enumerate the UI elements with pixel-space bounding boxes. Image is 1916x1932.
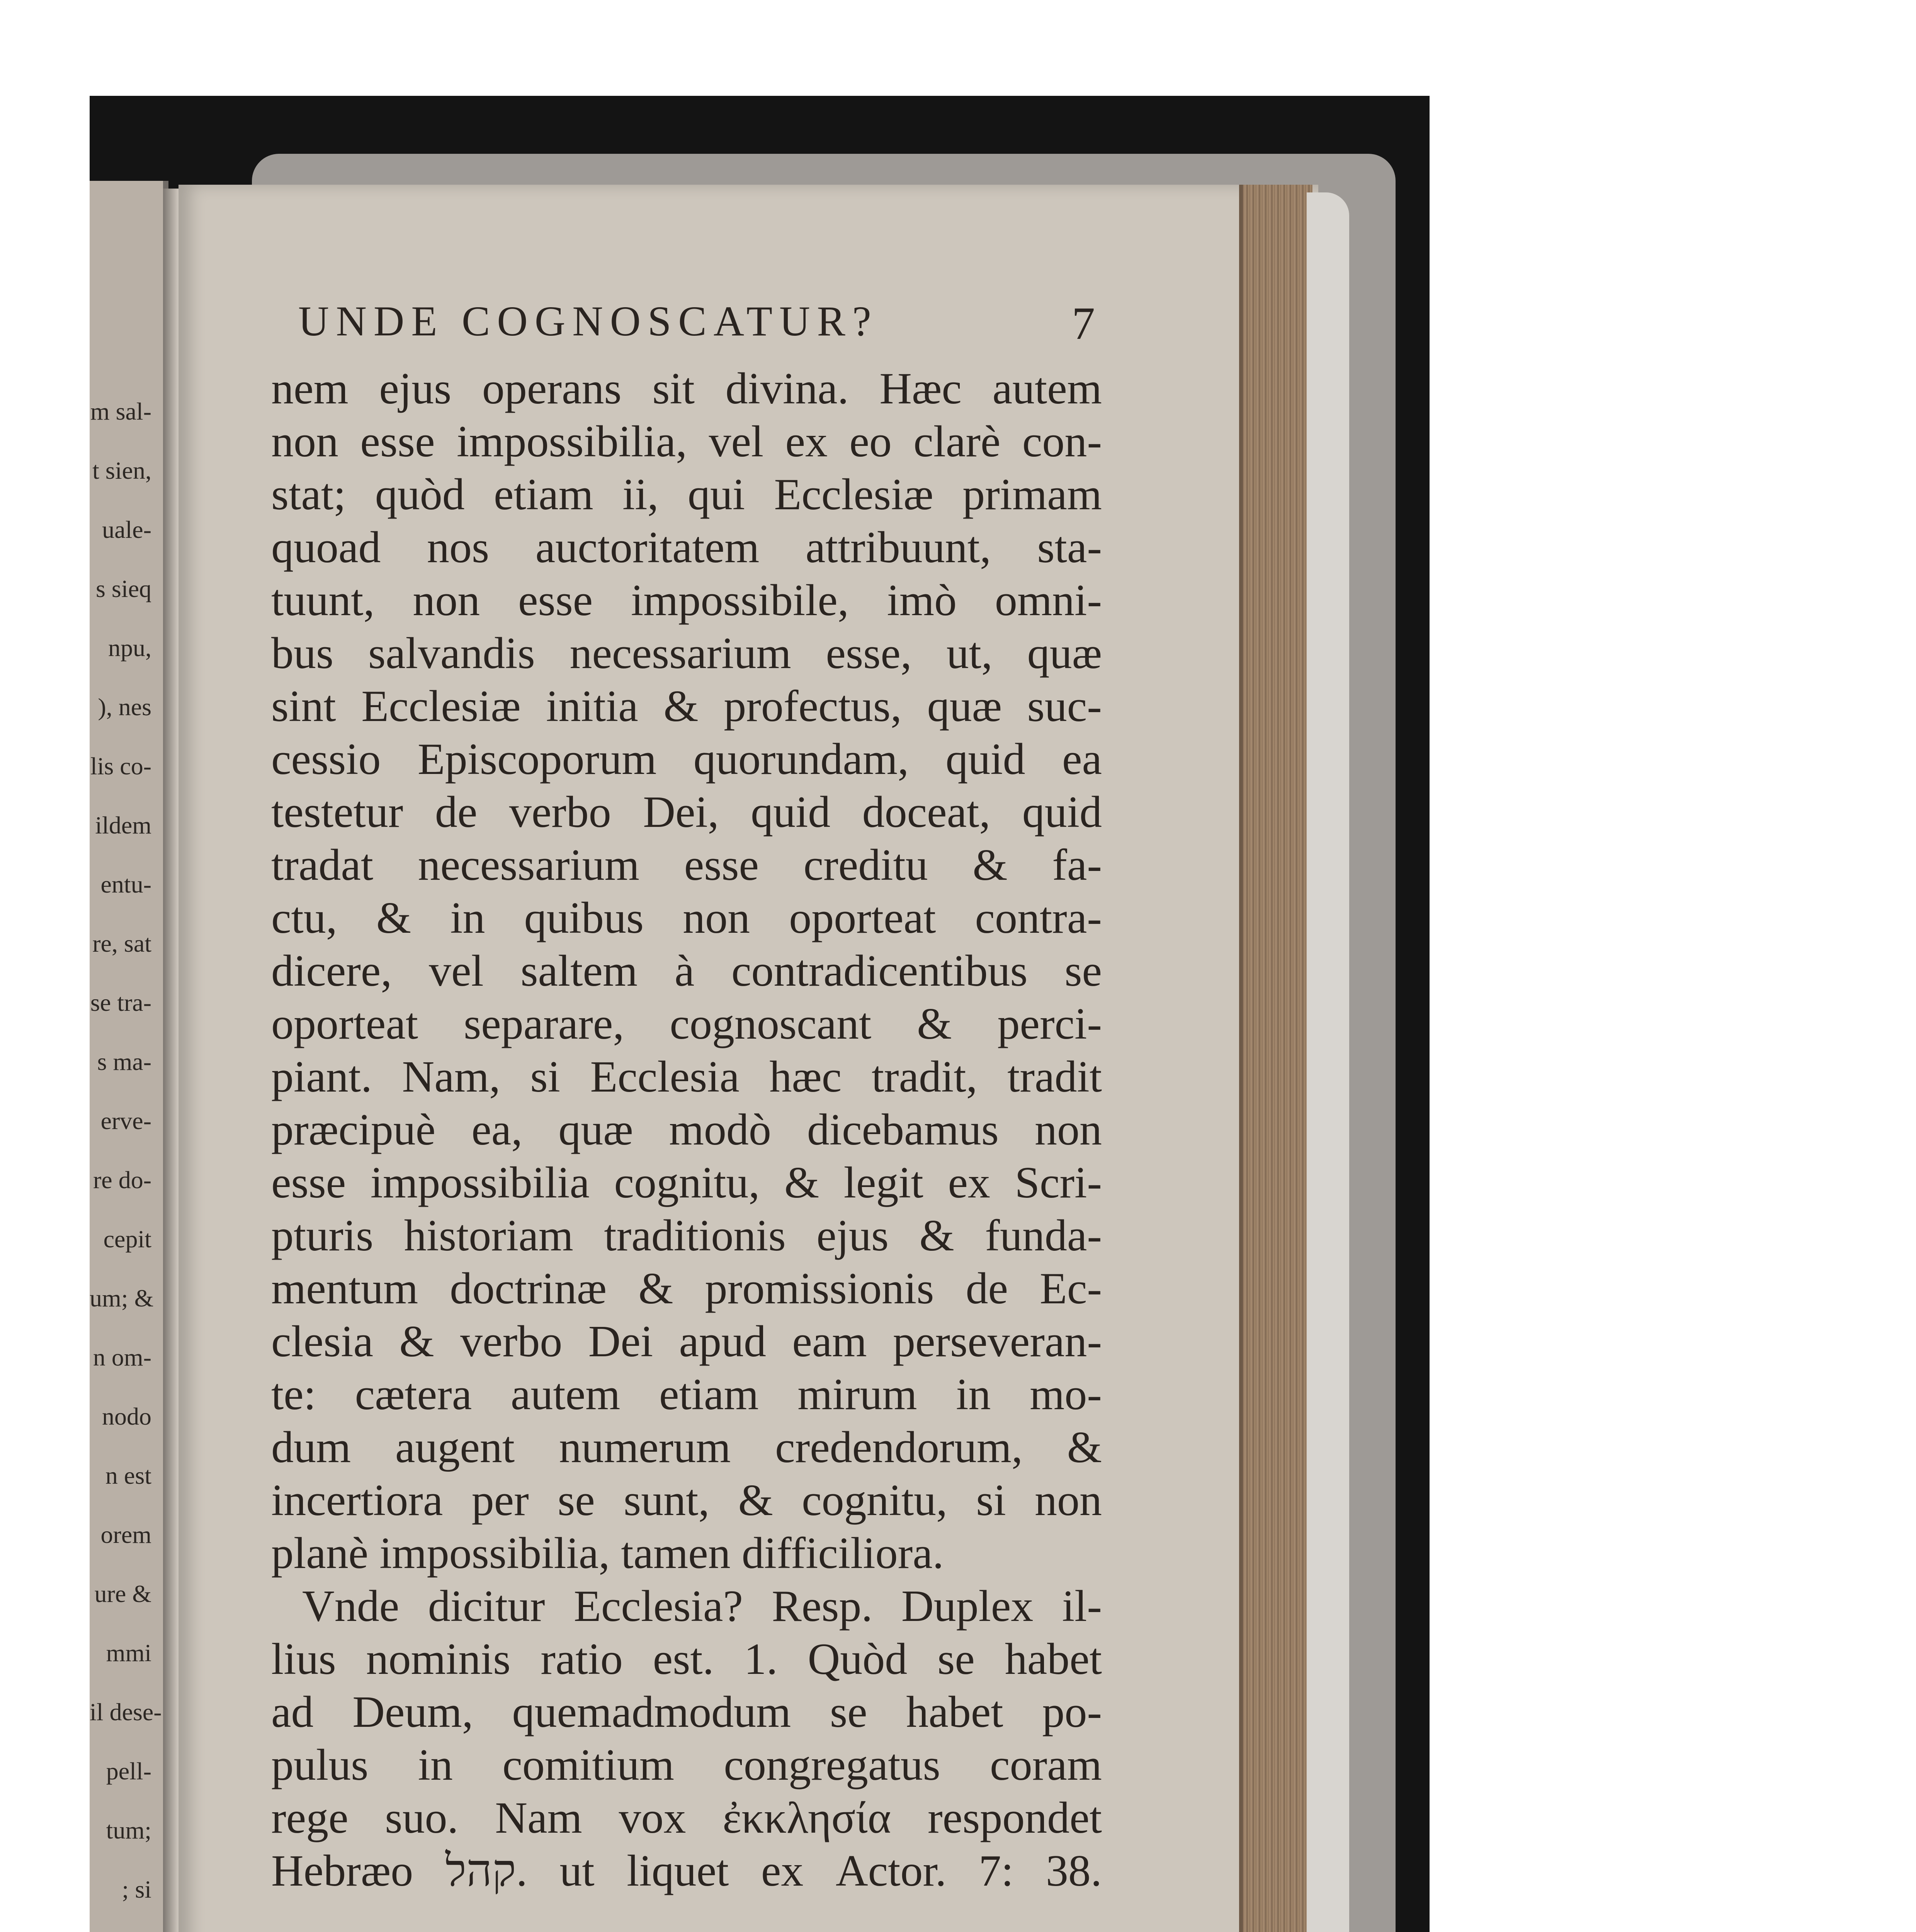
text-line: Hebræo קהל. ut liquet ex Actor. 7: 38. [271, 1846, 1102, 1896]
book-gutter [163, 189, 179, 1932]
left-page-fragment: npu, [108, 634, 151, 662]
left-page-fragment: ildem [95, 811, 151, 839]
text-line: tuunt, non esse impossibile, imò omni- [271, 576, 1102, 625]
text-line: clesia & verbo Dei apud eam perseveran- [271, 1317, 1102, 1366]
text-line: planè impossibilia, tamen difficiliora. [271, 1529, 944, 1578]
text-line: testetur de verbo Dei, quid doceat, quid [271, 787, 1102, 837]
left-page-fragment: nodo [102, 1403, 151, 1430]
left-page-edge [90, 181, 168, 1932]
left-page-fragment: ure & [94, 1580, 151, 1607]
left-page-fragment: m sal- [90, 398, 151, 425]
left-page-fragment: pell- [106, 1757, 151, 1785]
page-number: 7 [1072, 298, 1102, 349]
text-line: esse impossibilia cognitu, & legit ex Scri- [271, 1158, 1102, 1208]
body-text [271, 362, 1102, 1898]
text-line: oporteat separare, cognoscant & perci- [271, 999, 1102, 1049]
text-line: pturis historiam traditionis ejus & funda- [271, 1211, 1102, 1260]
left-page-fragment: mmi [106, 1639, 151, 1667]
text-line: dum augent numerum credendorum, & [271, 1423, 1102, 1472]
text-line: te: cætera autem etiam mirum in mo- [271, 1370, 1102, 1419]
text-line: bus salvandis necessarium esse, ut, quæ [271, 629, 1102, 678]
text-line: dicere, vel saltem à contradicentibus se [271, 946, 1102, 996]
left-page-fragment: ), nes [98, 693, 151, 721]
text-line: præcipuè ea, quæ modò dicebamus non [271, 1105, 1102, 1155]
left-page-fragment: se tra- [90, 989, 151, 1016]
left-page-fragment: tum; [106, 1816, 151, 1844]
text-line: stat; quòd etiam ii, qui Ecclesiæ primam [271, 470, 1102, 519]
text-line: cessio Episcoporum quorundam, quid ea [271, 735, 1102, 784]
left-page-fragment: t sien, [92, 457, 151, 484]
text-line: nem ejus operans sit divina. Hæc autem [271, 364, 1102, 413]
left-page-fragment: erve- [100, 1107, 151, 1134]
scanned-photo [90, 96, 1430, 1932]
text-line: quoad nos auctoritatem attribuunt, sta- [271, 523, 1102, 572]
text-line: non esse impossibilia, vel ex eo clarè con- [271, 417, 1102, 466]
text-line: tradat necessarium esse creditu & fa- [271, 840, 1102, 890]
left-page-fragment: cepit [103, 1225, 151, 1253]
text-line: Vnde dicitur Ecclesia? Resp. Duplex il- [302, 1582, 1102, 1631]
left-page-fragment: il dese- [90, 1698, 162, 1726]
text-line: rege suo. Nam vox ἐκκλησία respondet [271, 1793, 1102, 1843]
left-page-fragment: ; si [122, 1876, 151, 1903]
left-page-fragment: s ma- [97, 1048, 151, 1075]
left-page-fragment: orem [100, 1521, 151, 1548]
left-page-fragment: entu- [100, 871, 151, 898]
left-page-fragment: n om- [93, 1344, 151, 1371]
left-page-fragment: s sieq [96, 575, 151, 602]
left-page-fragment: n est [105, 1462, 151, 1489]
left-page-fragment: re, sat [92, 930, 151, 957]
running-head [298, 297, 1102, 362]
text-line: lius nominis ratio est. 1. Quòd se habet [271, 1634, 1102, 1684]
text-line: ad Deum, quemadmodum se habet po- [271, 1687, 1102, 1737]
left-page-fragment: um; & [90, 1284, 154, 1312]
text-line: incertiora per se sunt, & cognitu, si non [271, 1476, 1102, 1525]
left-page-fragment: re do- [93, 1166, 151, 1194]
left-page-fragment: lis co- [90, 752, 151, 780]
left-page-fragment [90, 1919, 151, 1932]
paper-wrapper [1307, 192, 1349, 1932]
text-line: pulus in comitium congregatus coram [271, 1740, 1102, 1790]
left-page-fragments [90, 382, 162, 1932]
left-page-fragment: uale- [102, 516, 151, 543]
text-line: ctu, & in quibus non oporteat contra- [271, 893, 1102, 943]
page-fore-edge [1239, 185, 1312, 1932]
running-head-title: UNDE COGNOSCATUR? [298, 298, 878, 345]
text-line: piant. Nam, si Ecclesia hæc tradit, tradit [271, 1052, 1102, 1102]
text-line: mentum doctrinæ & promissionis de Ec- [271, 1264, 1102, 1313]
text-line: sint Ecclesiæ initia & profectus, quæ suc- [271, 682, 1102, 731]
